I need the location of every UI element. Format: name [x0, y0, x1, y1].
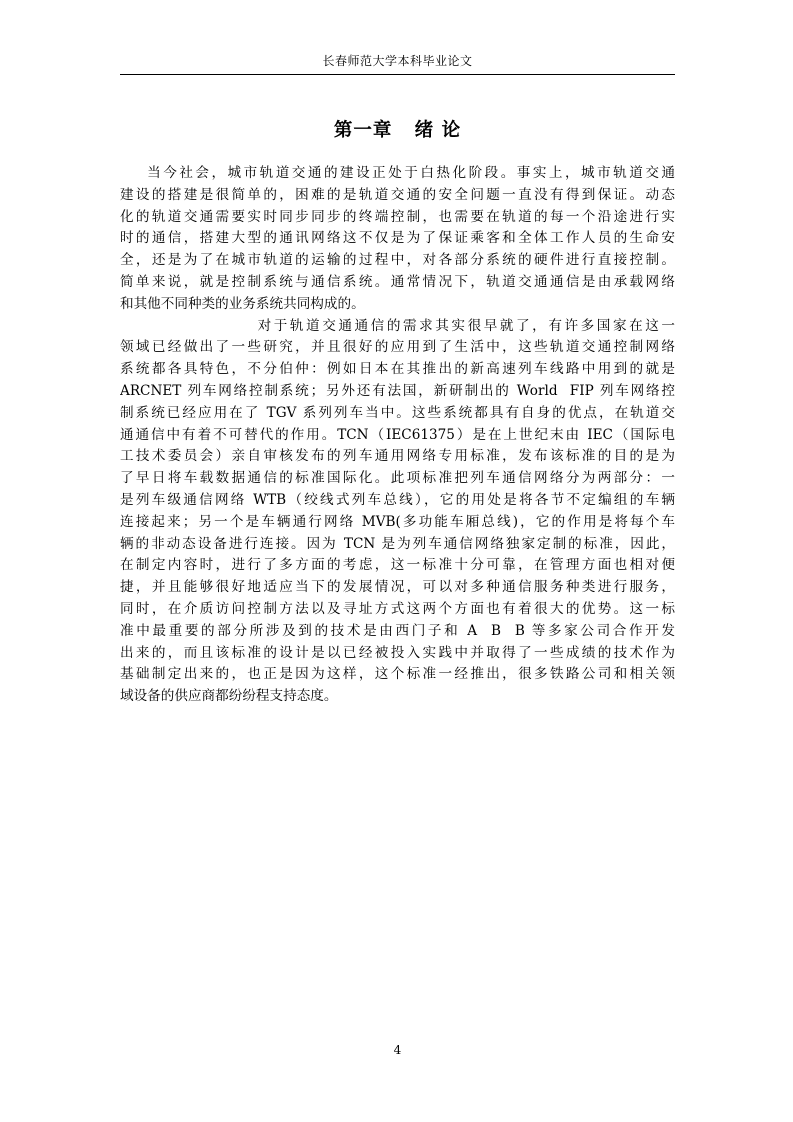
text-line: 连接起来；另一个是车辆通行网络 MVB(多功能车厢总线)，它的作用是将每个车 — [120, 513, 675, 530]
text-line: 通通信中有着不可替代的作用。TCN（IEC61375）是在上世纪末由 IEC（国际电 — [120, 426, 675, 443]
text-line: 出来的，而且该标准的设计是以已经被投入实践中并取得了一些成绩的技术作为 — [120, 644, 675, 661]
text-line: 化的轨道交通需要实时同步同步的终端控制，也需要在轨道的每一个沿途进行实 — [120, 208, 675, 225]
text-line: 同时，在介质访问控制方法以及寻址方式这两个方面也有着很大的优势。这一标 — [120, 600, 675, 617]
text-line: 在制定内容时，进行了多方面的考虑，这一标准十分可靠，在管理方面也相对便 — [120, 557, 675, 574]
text-line: 准中最重要的部分所涉及到的技术是由西门子和 A B B 等多家公司合作开发 — [120, 622, 675, 639]
text-line: 全，还是为了在城市轨道的运输的过程中，对各部分系统的硬件进行直接控制。 — [120, 252, 675, 269]
text-line: 域设备的供应商都纷纷程支持态度。 — [120, 688, 338, 705]
paragraph-2 — [120, 316, 675, 708]
text-line: 建设的搭建是很简单的，困难的是轨道交通的安全问题一直没有得到保证。动态 — [120, 186, 675, 203]
text-line: 和其他不同种类的业务系统共同构成的。 — [120, 295, 365, 312]
page-header — [120, 52, 675, 75]
header-title: 长春师范大学本科毕业论文 — [322, 54, 473, 68]
text-line: ARCNET 列车网络控制系统；另外还有法国，新研制出的 World FIP 列车网络控 — [120, 382, 675, 399]
chapter-title: 第一章 绪 论 — [333, 120, 462, 141]
text-line: 简单来说，就是控制系统与通信系统。通常情况下，轨道交通通信是由承载网络 — [120, 273, 675, 290]
text-line: 工技术委员会）亲自审核发布的列车通用网络专用标准，发布该标准的目的是为 — [120, 448, 675, 465]
paragraph-1 — [120, 163, 675, 316]
page-number: 4 — [393, 1043, 402, 1057]
text-line: 捷，并且能够很好地适应当下的发展情况，可以对多种通信服务种类进行服务， — [120, 579, 675, 596]
text-line: 领域已经做出了一些研究，并且很好的应用到了生活中，这些轨道交通控制网络 — [120, 339, 675, 356]
text-line: 系统都各具特色，不分伯仲：例如日本在其推出的新高速列车线路中用到的就是 — [120, 361, 675, 378]
text-line: 当今社会，城市轨道交通的建设正处于白热化阶段。事实上，城市轨道交通 — [120, 165, 675, 181]
text-line: 基础制定出来的，也正是因为这样，这个标准一经推出，很多铁路公司和相关领 — [120, 666, 675, 683]
text-line: 制系统已经应用在了 TGV 系列列车当中。这些系统都具有自身的优点，在轨道交 — [120, 404, 675, 421]
text-line: 是列车级通信网络 WTB（绞线式列车总线），它的用处是将各节不定编组的车辆 — [120, 491, 675, 508]
text-line: 时的通信，搭建大型的通讯网络这不仅是为了保证乘客和全体工作人员的生命安 — [120, 230, 675, 247]
body-text — [120, 163, 675, 708]
text-line: 了早日将车载数据通信的标准国际化。此项标准把列车通信网络分为两部分：一 — [120, 470, 675, 487]
text-line: 对于轨道交通通信的需求其实很早就了，有许多国家在这一 — [120, 317, 675, 334]
text-line: 辆的非动态设备进行连接。因为 TCN 是为列车通信网络独家定制的标准，因此， — [120, 535, 675, 552]
